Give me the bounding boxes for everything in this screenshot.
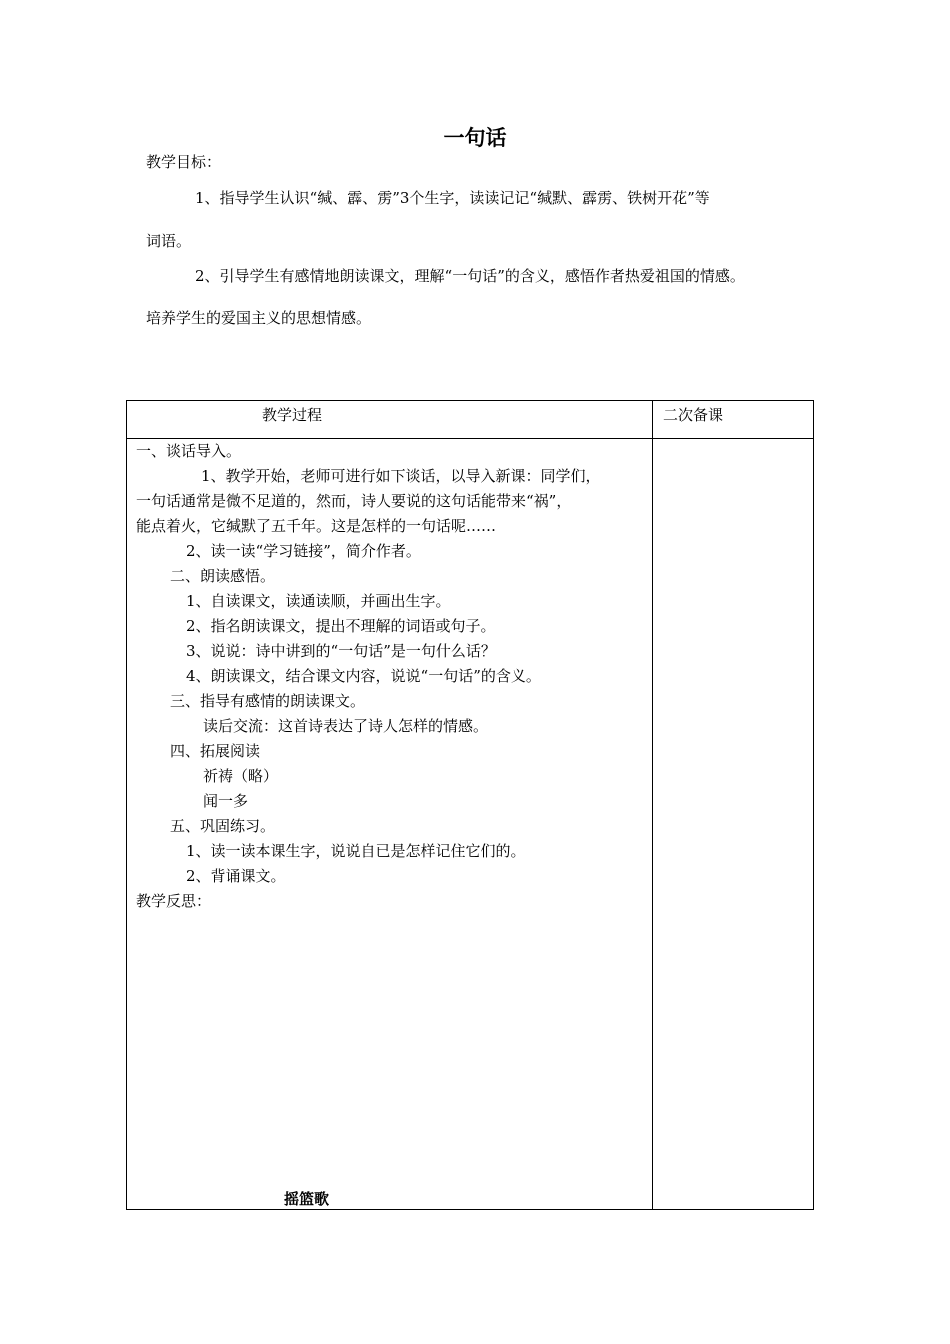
second-preparation-header: 二次备课 bbox=[663, 406, 724, 424]
process-line: 祈祷（略） bbox=[203, 767, 279, 785]
process-line: 4、朗读课文，结合课文内容，说说“一句话”的含义。 bbox=[186, 667, 541, 685]
next-lesson-title: 摇篮歌 bbox=[284, 1190, 330, 1208]
process-line: 一、谈话导入。 bbox=[136, 442, 242, 460]
process-line: 能点着火，它缄默了五千年。这是怎样的一句话呢…… bbox=[136, 517, 497, 535]
process-line: 读后交流：这首诗表达了诗人怎样的情感。 bbox=[203, 717, 489, 735]
process-line: 1、教学开始，老师可进行如下谈话，以导入新课：同学们， bbox=[201, 467, 601, 485]
process-line: 1、自读课文，读通读顺，并画出生字。 bbox=[186, 592, 451, 610]
lesson-table bbox=[126, 400, 814, 1210]
process-line: 1、读一读本课生字，说说自已是怎样记住它们的。 bbox=[186, 842, 526, 860]
process-line: 教学反思： bbox=[136, 892, 212, 910]
process-line: 二、朗读感悟。 bbox=[170, 567, 276, 585]
header-divider bbox=[127, 438, 813, 439]
document-title: 一句话 bbox=[443, 125, 507, 150]
objective-2-line-2: 培养学生的爱国主义的思想情感。 bbox=[146, 309, 372, 327]
process-line: 2、指名朗读课文，提出不理解的词语或句子。 bbox=[186, 617, 496, 635]
column-divider bbox=[652, 401, 653, 1209]
objective-1-line-2: 词语。 bbox=[146, 232, 192, 250]
objective-2-line-1: 2、引导学生有感情地朗读课文，理解“一句话”的含义，感悟作者热爱祖国的情感。 bbox=[195, 267, 745, 285]
process-line: 四、拓展阅读 bbox=[170, 742, 261, 760]
teaching-process-header: 教学过程 bbox=[262, 406, 323, 424]
process-line: 一句话通常是微不足道的，然而，诗人要说的这句话能带来“祸”， bbox=[136, 492, 572, 510]
process-line: 闻一多 bbox=[203, 792, 249, 810]
process-line: 三、指导有感情的朗读课文。 bbox=[170, 692, 366, 710]
process-line: 3、说说：诗中讲到的“一句话”是一句什么话？ bbox=[186, 642, 496, 660]
process-line: 2、背诵课文。 bbox=[186, 867, 286, 885]
process-line: 五、巩固练习。 bbox=[170, 817, 276, 835]
process-line: 2、读一读“学习链接”，简介作者。 bbox=[186, 542, 421, 560]
objective-1-line-1: 1、指导学生认识“缄、霹、雳”3个生字，读读记记“缄默、霹雳、铁树开花”等 bbox=[195, 189, 710, 207]
objectives-heading: 教学目标： bbox=[146, 153, 222, 171]
